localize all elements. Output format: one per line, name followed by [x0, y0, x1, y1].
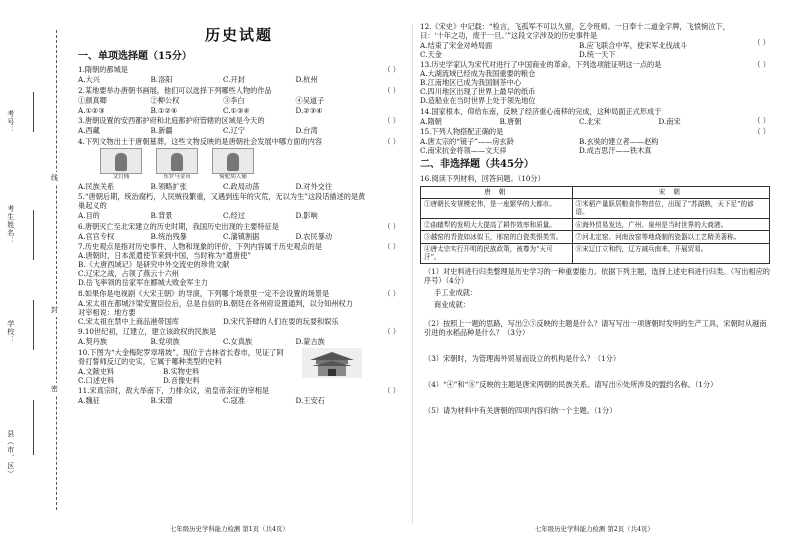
exam-number-label: 考号： [6, 110, 15, 134]
seal-mark-xian: 线 [51, 172, 58, 185]
option-a: A.大兴 [78, 75, 100, 85]
artifact-caption: 文官俑 [112, 173, 130, 180]
sub-question-5: （5）请为材料中有关唐朝的四项内容归纳一个主题。（1分） [424, 406, 617, 416]
answer-paren: （ ） [383, 386, 400, 396]
answer-topic-handicraft: 手工业成就： [434, 288, 478, 298]
answer-paren: （ ） [383, 327, 400, 337]
option-c: C.经过 [223, 211, 245, 221]
question-12 [420, 22, 770, 59]
question-3 [78, 116, 400, 135]
option-b: B.洛阳 [150, 75, 173, 85]
answer-paren: （ ） [383, 221, 400, 231]
binding-dashed-line [56, 30, 57, 510]
option-d: D.蒙古族 [295, 337, 325, 347]
answer-topic-commerce: 商业成就： [434, 300, 470, 310]
option-b: B.领略扩张 [150, 181, 187, 191]
option-b: B.宋璟 [150, 396, 173, 406]
question-stem: 11.宋真宗时，敌大举南下，力排众议，劝皇帝亲征的宰相是 [78, 386, 270, 396]
option-d: D.农民暴动 [295, 231, 333, 241]
artifact-figure [212, 148, 254, 181]
question-4 [78, 137, 400, 191]
pagoda-image [302, 348, 362, 378]
question-stem: 9.10世纪初，辽建立，建立该政权的民族是 [78, 327, 217, 337]
binding-margin [0, 0, 62, 543]
artifact-image [100, 148, 142, 174]
option-d: D.台湾 [295, 126, 318, 136]
section-multiple-choice: 一、单项选择题（15分） [78, 50, 192, 62]
sub-question-4: （4）“④”和“⑧”反映的主题是唐宋两朝的民族关系。请写出⑥处所涉及的盟约名称。（1分） [424, 380, 718, 390]
question-1 [78, 65, 400, 84]
material-table [420, 186, 770, 265]
question-7 [78, 242, 400, 287]
question-2 [78, 86, 400, 115]
option-a: A.①②③ [78, 105, 105, 115]
option-b: B.背景 [150, 211, 173, 221]
question-16 [420, 174, 770, 416]
sub-question-3: （3）宋朝时，为管理海外贸易而设立的机构是什么？（1分） [424, 354, 621, 364]
question-stem: 14.国家根本，仰给东南，反映了经济重心南移的完成，这种局面正式形成于 [420, 106, 662, 116]
option-d: D.成吉思汗——铁木真 [579, 146, 652, 155]
table-cell: ②曲辕犁的发明大大提高了耕作效率和质量。 [421, 219, 573, 231]
question-stem: 8.如果你是电视剧《大宋王朝》的导演，下列哪个场景里一定不会设置的场景是 [78, 288, 330, 298]
option-c: C.女真族 [223, 337, 253, 347]
option-b: B.统治残暴 [150, 231, 187, 241]
option-a: A.唐太宗的“镜子”——房玄龄 [420, 137, 514, 146]
exam-number-line [33, 92, 34, 132]
answer-paren: （ ） [753, 127, 770, 136]
question-stem: 16.阅读下列材料，回答问题。（10分） [420, 173, 545, 183]
artifact-image [212, 148, 254, 174]
option-c: C.藩镇割据 [223, 231, 260, 241]
student-name-line [33, 210, 34, 260]
option-a: A.西藏 [78, 126, 100, 136]
option-c: C.北宋 [579, 116, 601, 126]
item-4: ④吴道子 [295, 95, 325, 105]
option-a: A.目的 [78, 211, 100, 221]
section-non-choice: 二、非选择题（共45分） [420, 159, 534, 170]
answer-paren: （ ） [383, 242, 400, 252]
answer-paren: （ ） [383, 116, 400, 126]
question-8 [78, 289, 400, 326]
answer-paren: （ ） [383, 136, 400, 146]
question-stem: 4.下列文物出土于唐朝墓葬，这些文物反映的是唐朝社会发展中哪方面的内容 [78, 136, 323, 146]
option-c: C.辽宁 [223, 126, 245, 136]
question-stem: 1.隋朝的都城是 [78, 65, 128, 75]
item-3: ③李白 [223, 95, 245, 105]
answer-paren: （ ） [753, 37, 770, 47]
option-d: D.杭州 [295, 75, 318, 85]
question-stem: 7.历史观点是指对历史事件、人物和现象的评价，下列内容属于历史观点的是 [78, 242, 323, 252]
question-9 [78, 327, 400, 346]
table-cell: ⑦河北定窑、河南汝窑等地烧制的瓷器以工艺精美著称。 [572, 231, 769, 243]
option-b: B.《大唐西域记》是研究中外交流史的珍贵文献 [78, 260, 230, 270]
question-6 [78, 222, 400, 241]
option-d: D.宋代茶肆的人们在耍的玩耍和娱乐 [223, 316, 339, 326]
artifact-figure [100, 148, 142, 181]
option-b: B.朝廷在各州府设置通判，以分知州权力 [223, 298, 353, 308]
option-b: B.实物史料 [163, 366, 200, 376]
table-row [421, 198, 770, 218]
option-d: D.岳飞率领的岳家军在郾城大败金军主力 [78, 278, 208, 288]
county-label: 县（市、区） [6, 430, 15, 478]
question-13 [420, 60, 770, 105]
school-line [33, 300, 34, 350]
answer-paren: （ ） [383, 85, 400, 95]
table-header-tang: 唐 朝 [421, 186, 573, 198]
student-name-label: 考生姓名： [6, 205, 15, 245]
option-c: C.口述史料 [78, 375, 115, 385]
option-d: D.音像史料 [163, 375, 200, 385]
option-a: A.官官专权 [78, 231, 115, 241]
page-divider [412, 24, 413, 524]
sub-question-1: （1）对史料进行归类整理是历史学习的一种重要能力。依据下列主题，选择上述史料进行归类。（写出相应的序号）（4分） [424, 267, 770, 286]
seal-mark-feng: 封 [51, 304, 58, 317]
option-d: D.造船业在当时世界上处于领先地位 [420, 96, 536, 105]
table-row [421, 219, 770, 231]
option-d: D.对外交往 [295, 181, 333, 191]
item-1: ①颜真卿 [78, 95, 107, 105]
question-stem: 2.某地要举办唐朝书画展，他们可以选择下列哪些人物的作品 [78, 85, 272, 95]
option-d: D.南宋 [658, 116, 681, 126]
table-cell: ①唐朝长安规模宏伟，是一座繁华的大都市。 [421, 198, 573, 218]
option-c: C.四川地区出现了世界上最早的纸币 [420, 87, 536, 96]
left-page [78, 20, 400, 405]
option-b: B.唐朝 [499, 116, 522, 126]
item-2: ②柳公权 [150, 95, 180, 105]
option-a: A.魏征 [78, 396, 100, 406]
table-cell: ⑥海外贸易发达，广州、泉州是当时世界的大商港。 [572, 219, 769, 231]
option-d: D.影响 [295, 211, 318, 221]
option-b: B.①②④ [150, 105, 178, 115]
seal-mark-mi: 密 [51, 383, 58, 396]
question-stem: 3.唐朝设置的安西都护府和北庭都护府管辖的区域是今天的 [78, 116, 265, 126]
question-stem: 12.《宋史》中记载：“检言，飞孤军不可以久留，乞令班师。一日奉十二道金字牌，飞愤惋泣下，曰：‘十年之功，废于一旦。’”这段文字涉及的历史事件是 [420, 21, 730, 40]
option-c: C.辽宋之战，占领了燕云十六州 [78, 269, 179, 279]
option-d: D.统一天下 [579, 49, 616, 59]
option-c: C.寇准 [223, 396, 245, 406]
option-c: C.天金 [420, 49, 442, 59]
question-11 [78, 386, 400, 405]
option-a: A.文献史料 [78, 366, 115, 376]
school-label: 学校： [6, 320, 15, 344]
answer-paren: （ ） [753, 60, 770, 69]
option-a: A.唐朝时，日本派遣使节来到中国，当时称为“遣唐使” [78, 251, 251, 261]
footer-page-1: 七年级历史学科能力检测 第1页（共4页） [170, 525, 289, 533]
option-d: D.②③④ [295, 105, 323, 115]
table-row [421, 231, 770, 243]
option-a: A.隋朝 [420, 116, 442, 126]
table-row [421, 243, 770, 263]
page-title: 历史试题 [204, 26, 273, 44]
option-d: D.王安石 [295, 396, 325, 406]
option-c: C.开封 [223, 75, 245, 85]
option-a: A.宋太祖在都城汴梁安置臣位后，总是自信的对宰相说：地方要 [78, 298, 223, 317]
answer-paren: （ ） [753, 115, 770, 125]
option-a: A.契丹族 [78, 337, 108, 347]
table-cell: ⑤米稻产量跃居粮食作物首位，出现了“苏湖熟，天下足”的谚语。 [572, 198, 769, 218]
artifact-figure [156, 148, 198, 181]
question-5 [78, 192, 400, 220]
answer-paren: （ ） [383, 65, 400, 75]
option-b: B.江南地区已成为我国制茶中心 [420, 78, 522, 87]
artifact-caption: 东罗马金币 [163, 173, 191, 180]
option-a: A.民族关系 [78, 181, 115, 191]
artifact-caption: 骑驼胡人俑 [219, 173, 247, 180]
option-c: C.①③④ [223, 105, 250, 115]
footer-page-2: 七年级历史学科能力检测 第2页（共4页） [535, 525, 654, 533]
question-stem: 15.下列人物搭配正确的是 [420, 127, 504, 136]
answer-paren: （ ） [383, 288, 400, 298]
artifact-images [100, 148, 368, 181]
table-header-song: 宋 朝 [572, 186, 769, 198]
option-b: B.玄奘的建立者——赵构 [579, 137, 659, 146]
question-14 [420, 107, 770, 126]
option-b: B.党项族 [150, 337, 180, 347]
table-cell: ⑧宋辽订立和约，辽方减兵南来，开展贸易。 [572, 243, 769, 263]
option-b: B.应飞联合中军，使宋军北伐战斗 [579, 40, 688, 50]
option-c: C.南宋抗金将领——文天祥 [420, 146, 507, 155]
question-stem: 13.历史学家认为宋代对进行了中国商业的革命，下列选项能证明这一点的是 [420, 60, 662, 69]
question-stem: 10.下图为“大金梅陀罗窣堵坡”，现位于吉林省长春市，见证了阿骨打誓师反辽的史实，它属于哪种类型的史料 [78, 347, 284, 366]
table-cell: ③越窑的青瓷如冰似玉，邢窑的白瓷类银类雪。 [421, 231, 573, 243]
option-a: A.结束了宋金对峙局面 [420, 40, 493, 50]
county-line [33, 400, 34, 455]
option-c: C.宋太祖在禁中上商品港带国库 [78, 316, 179, 326]
question-stem: 6.唐朝灭亡至北宋建立的历史时期，我国历史出现的主要特征是 [78, 221, 279, 231]
right-page [420, 20, 770, 415]
artifact-image [156, 148, 198, 174]
question-stem: 5.“唐朝后期，统治腐朽，人民贼役繁重，又遇到连年的灾荒，无以为生”这段话描述的是黄巢起义的 [78, 192, 366, 211]
option-c: C.政局动荡 [223, 181, 260, 191]
option-b: B.新疆 [150, 126, 173, 136]
table-cell: ④唐太宗实行开明的民族政策，被尊为“天可汗”。 [421, 243, 573, 263]
sub-question-2: （2）按照上一题的思路，写出②⑤反映的主题是什么？请写写出一项唐朝时发明的生产工具，宋朝时从越南引进的水稻品种是什么？（3分） [424, 319, 767, 338]
option-a: A.大湖流域已经成为我国重要的粮仓 [420, 69, 536, 78]
question-10 [78, 348, 400, 385]
question-15 [420, 127, 770, 155]
